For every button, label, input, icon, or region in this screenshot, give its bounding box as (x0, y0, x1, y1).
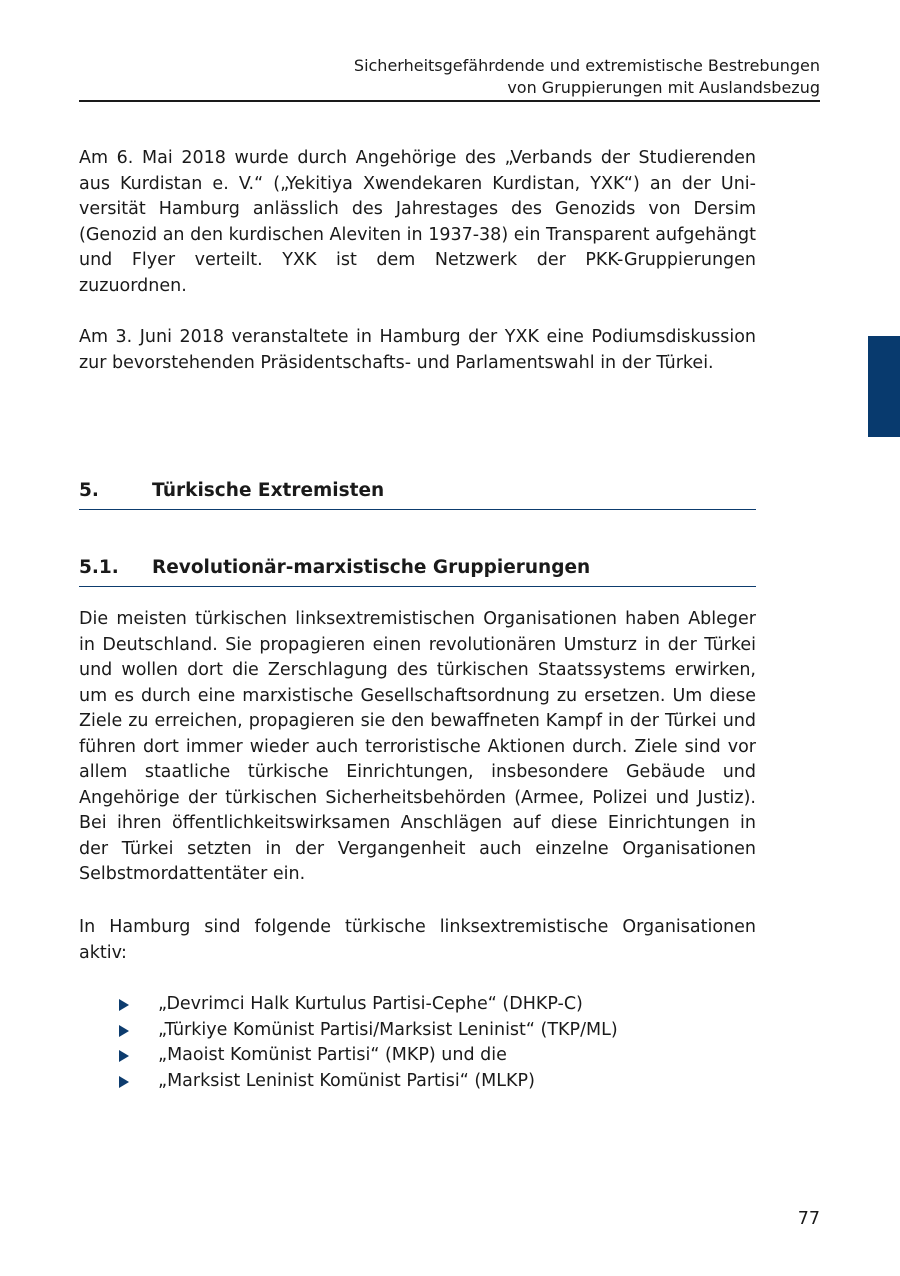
list-item (118, 992, 618, 1018)
list-item (118, 1069, 618, 1095)
list-item-text: „Türkiye Komünist Partisi/Marksist Leninist“ (TKP/ML) (158, 1019, 618, 1040)
list-item-text: „Devrimci Halk Kurtulus Partisi-Cephe“ (DHKP-C) (158, 994, 583, 1014)
section-heading-5 (79, 478, 756, 510)
section-number: 5.1. (79, 557, 119, 578)
organization-list (118, 992, 618, 1094)
list-item (118, 1018, 618, 1044)
running-header-line-1: Sicherheitsgefährdende und extremistische Bestrebungen (353, 56, 820, 75)
section-heading-5-1 (79, 555, 756, 587)
triangle-bullet-icon (119, 1025, 129, 1037)
running-header-line-2: von Gruppierungen mit Auslandsbezug (507, 78, 820, 97)
section-number: 5. (79, 480, 99, 501)
page-number: 77 (797, 1209, 820, 1229)
list-item-text: „Maoist Komünist Partisi“ (MKP) und die (158, 1045, 507, 1065)
paragraph-yxk-hamburg-university: Am 6. Mai 2018 wurde durch Angehörige des „Verbands der Studierenden aus Kurdistan e. V.“ („Yekitiya Xwendekaren Kurdistan, YXK“) an der Universität Hamburg anlässlich des Jahrestages des Genozids von Dersim (Genozid an den kurdischen Aleviten in 1937-38) ein Transparent aufgehängt und Flyer verteilt. YXK ist dem Netzwerk der PKK-Gruppierungen zuzuordnen. (79, 148, 756, 296)
paragraph-turkish-left-extremists: Die meisten türkischen linksextremistischen Organisationen haben Ableger in Deutschland. Sie propagieren einen revolutionären Umsturz in der Türkei und wollen dort die Zerschlagung des türkischen Staatssystems erwirken, um es durch eine marxistische Gesellschaftsordnung zu ersetzen. Um diese Ziele zu erreichen, propagieren sie den bewaffneten Kampf in der Türkei und führen dort immer wieder auch terroristische Aktionen durch. Ziele sind vor allem staatliche türkische Einrichtungen, insbesondere Gebäude und Angehörige der türkischen Sicherheitsbehörden (Armee, Polizei und Justiz). Bei ihren öffentlichkeitswirksamen Anschlägen auf diese Einrichtungen in der Türkei setzten in der Vergangenheit auch einzelne Organisationen Selbstmordattentäter ein. (79, 609, 756, 884)
list-item-text: „Marksist Leninist Komünist Partisi“ (MLKP) (158, 1070, 535, 1091)
header-rule (79, 100, 820, 102)
running-header (354, 55, 820, 99)
chapter-side-tab (868, 336, 900, 437)
paragraph-active-organisations-intro: In Hamburg sind folgende türkische linksextremistische Organisationen aktiv: (79, 917, 756, 963)
paragraph-yxk-podium-discussion: Am 3. Juni 2018 veranstaltete in Hamburg der YXK eine Podiumsdiskussion zur bevorstehenden Präsidentschafts- und Parlamentswahl in der Türkei. (79, 327, 756, 373)
triangle-bullet-icon (119, 1050, 129, 1062)
triangle-bullet-icon (119, 999, 129, 1011)
triangle-bullet-icon (119, 1076, 129, 1088)
section-title: Türkische Extremisten (152, 480, 385, 501)
section-title: Revolutionär-marxistische Gruppierungen (152, 557, 591, 578)
list-item (118, 1043, 618, 1069)
